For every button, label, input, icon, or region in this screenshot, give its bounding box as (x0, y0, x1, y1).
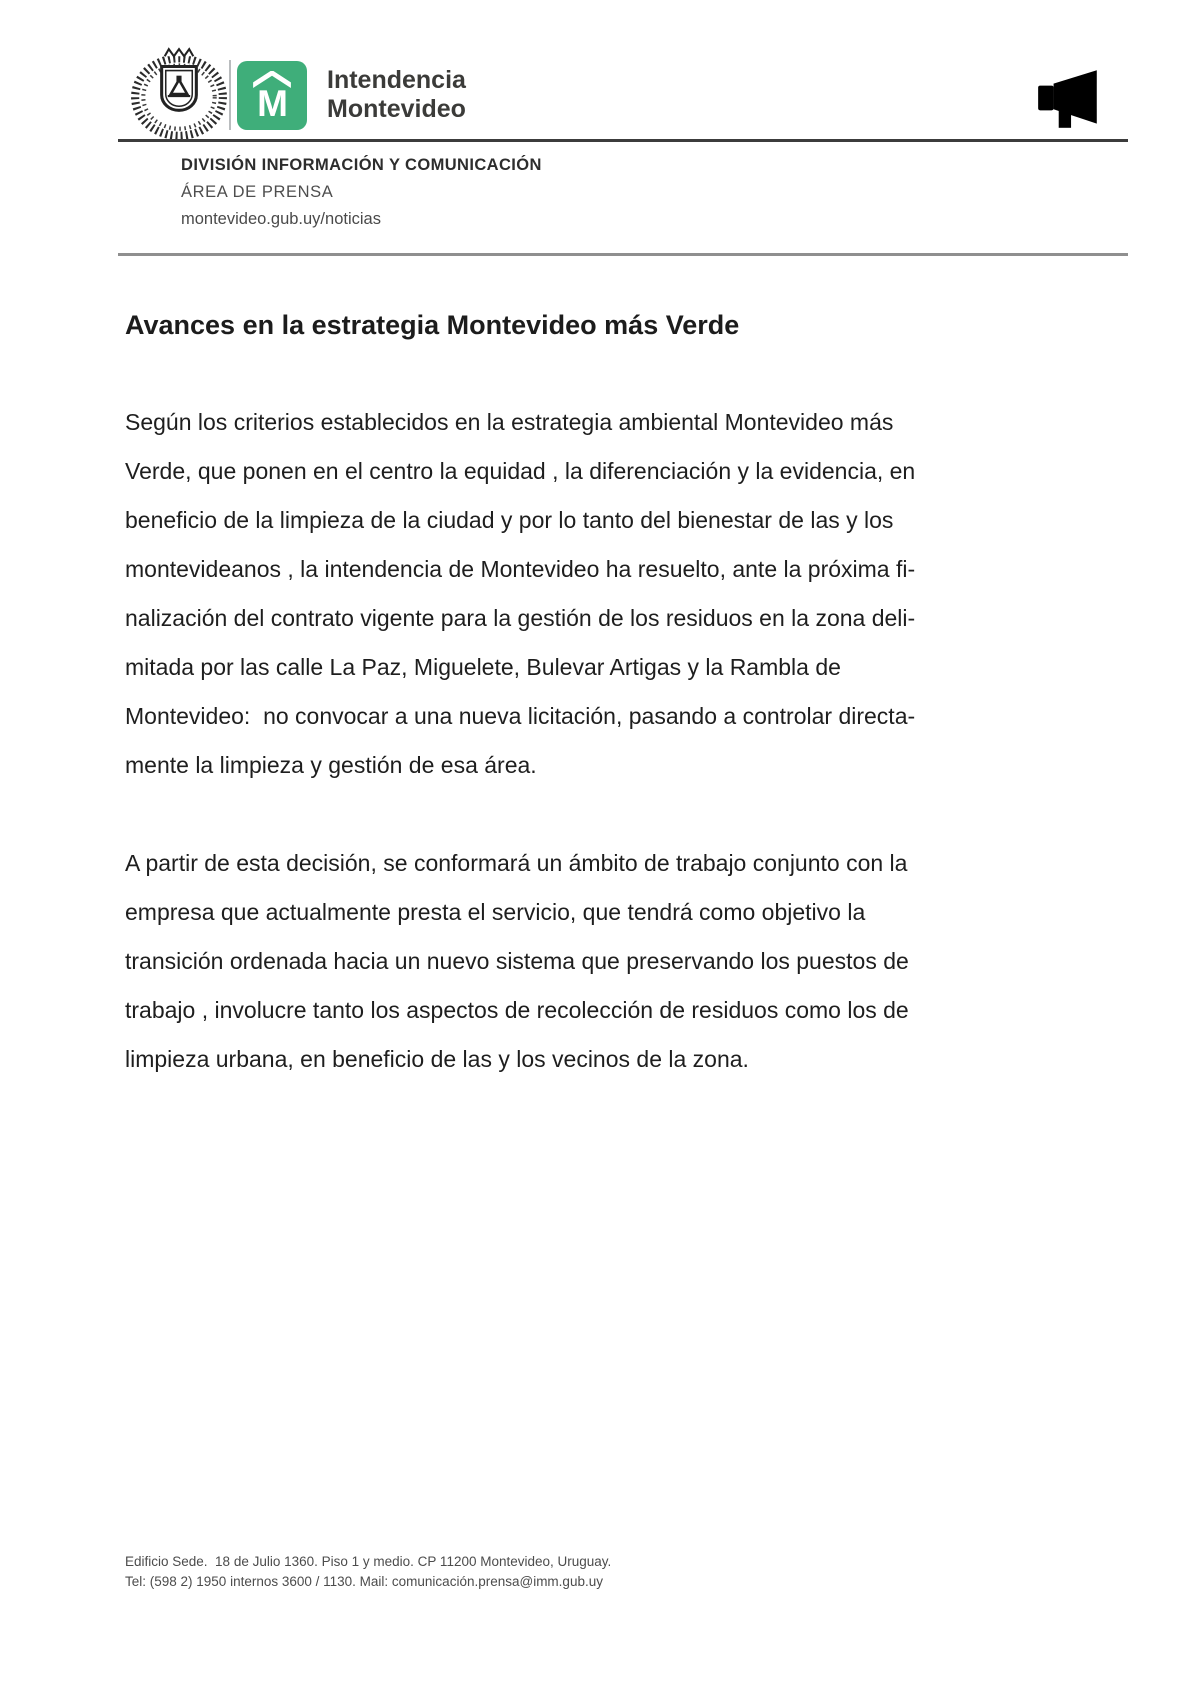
header-divider (229, 60, 231, 130)
text-line: empresa que actualmente presta el servicio, que tendrá como objetivo la (125, 899, 866, 925)
text-line: nalización del contrato vigente para la gestión de los residuos en la zona deli- (125, 605, 916, 631)
header-rule (118, 139, 1128, 142)
text-line: mente la limpieza y gestión de esa área. (125, 752, 537, 778)
brand-line2: Montevideo (327, 95, 466, 123)
paragraph-2 (125, 839, 909, 1084)
text-line: trabajo , involucre tanto los aspectos de recolección de residuos como los de (125, 997, 909, 1023)
montevideo-m-logo-icon (237, 61, 307, 130)
text-line: montevideanos , la intendencia de Montevideo ha resuelto, ante la próxima fi- (125, 556, 916, 582)
logo-letter: M (257, 82, 287, 124)
paragraph-1 (125, 398, 915, 790)
text-line: transición ordenada hacia un nuevo sistema que preservando los puestos de (125, 948, 909, 974)
text-line: mitada por las calle La Paz, Miguelete, Bulevar Artigas y la Rambla de (125, 654, 841, 680)
text-line: A partir de esta decisión, se conformará un ámbito de trabajo conjunto con la (125, 850, 908, 876)
megaphone-icon (1033, 70, 1105, 128)
text-line: Según los criterios establecidos en la estrategia ambiental Montevideo más (125, 409, 894, 435)
text-line: Montevideo: no convocar a una nueva licitación, pasando a controlar directa- (125, 703, 916, 729)
letterhead-block (181, 152, 542, 233)
area-subtitle: ÁREA DE PRENSA (181, 183, 334, 201)
article-title: Avances en la estrategia Montevideo más Verde (125, 310, 740, 340)
footer-contact: Tel: (598 2) 1950 internos 3600 / 1130. Mail: comunicación.prensa@imm.gub.uy (125, 1574, 603, 1589)
footer-block (125, 1552, 611, 1592)
footer-address: Edificio Sede. 18 de Julio 1360. Piso 1 y medio. CP 11200 Montevideo, Uruguay. (125, 1554, 612, 1569)
website-url: montevideo.gub.uy/noticias (181, 210, 381, 228)
division-title: DIVISIÓN INFORMACIÓN Y COMUNICACIÓN (181, 156, 542, 174)
text-line: limpieza urbana, en beneficio de las y los vecinos de la zona. (125, 1046, 749, 1072)
text-line: Verde, que ponen en el centro la equidad , la diferenciación y la evidencia, en (125, 458, 916, 484)
coat-of-arms-icon (128, 46, 230, 140)
section-rule (118, 253, 1128, 256)
brand-wordmark (327, 66, 466, 124)
text-line: beneficio de la limpieza de la ciudad y por lo tanto del bienestar de las y los (125, 507, 894, 533)
brand-line1: Intendencia (327, 66, 466, 94)
